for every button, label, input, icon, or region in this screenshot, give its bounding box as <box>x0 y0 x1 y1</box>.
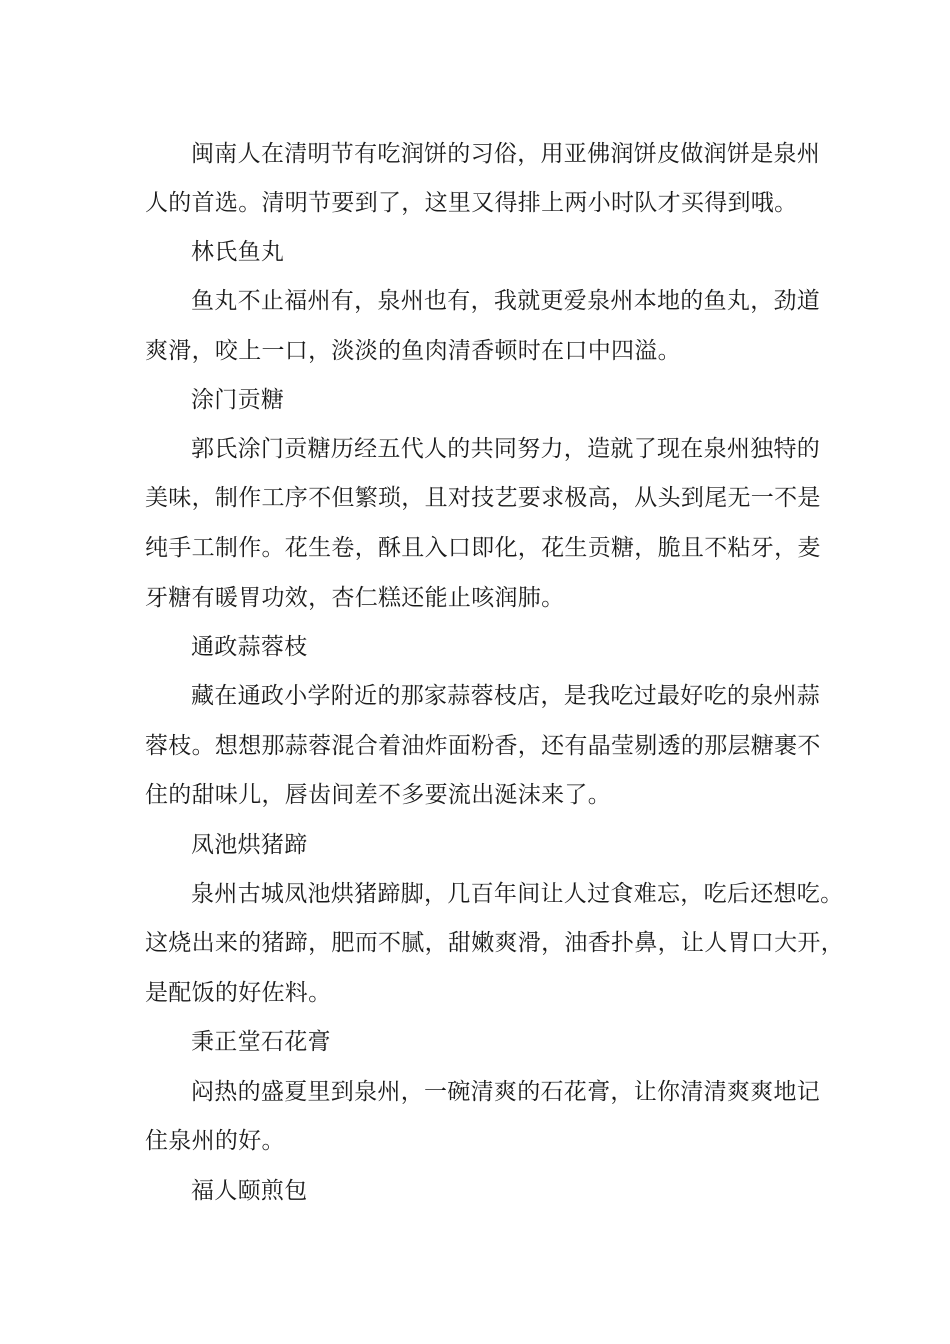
section-heading-bingzhengtang-jelly: 秉正堂石花膏 <box>191 1029 331 1055</box>
section-heading-lin-fish-balls: 林氏鱼丸 <box>191 239 285 265</box>
paragraph-pig-trotters-line-3: 是配饭的好佐料。 <box>145 980 332 1006</box>
paragraph-garlic-sticks-line-3: 住的甜味儿，唇齿间差不多要流出涎沫来了。 <box>145 782 611 808</box>
paragraph-garlic-sticks-line-2: 蓉枝。想想那蒜蓉混合着油炸面粉香，还有晶莹剔透的那层糖裹不 <box>145 733 821 759</box>
paragraph-tumen-candy-line-2: 美味，制作工序不但繁琐，且对技艺要求极高，从头到尾无一不是 <box>145 485 821 511</box>
paragraph-tumen-candy-line-3: 纯手工制作。花生卷，酥且入口即化，花生贡糖，脆且不粘牙，麦 <box>145 535 821 561</box>
paragraph-fish-balls-line-1: 鱼丸不止福州有，泉州也有，我就更爱泉州本地的鱼丸，劲道 <box>191 288 821 314</box>
paragraph-garlic-sticks-line-1: 藏在通政小学附近的那家蒜蓉枝店，是我吃过最好吃的泉州蒜 <box>191 683 821 709</box>
paragraph-tumen-candy-line-4: 牙糖有暖胃功效，杏仁糕还能止咳润肺。 <box>145 585 565 611</box>
paragraph-jelly-line-1: 闷热的盛夏里到泉州，一碗清爽的石花膏，让你清清爽爽地记 <box>191 1079 821 1105</box>
section-heading-fengchi-pig-trotters: 凤池烘猪蹄 <box>191 832 308 858</box>
paragraph-pig-trotters-line-1: 泉州古城凤池烘猪蹄脚，几百年间让人过食难忘，吃后还想吃。 <box>191 881 844 907</box>
paragraph-fish-balls-line-2: 爽滑，咬上一口，淡淡的鱼肉清香顿时在口中四溢。 <box>145 338 681 364</box>
section-heading-tumen-candy: 涂门贡糖 <box>191 387 285 413</box>
paragraph-tumen-candy-line-1: 郭氏涂门贡糖历经五代人的共同努力，造就了现在泉州独特的 <box>191 436 821 462</box>
paragraph-pig-trotters-line-2: 这烧出来的猪蹄，肥而不腻，甜嫩爽滑，油香扑鼻，让人胃口大开， <box>145 930 844 956</box>
section-heading-furenyi-fried-buns: 福人颐煎包 <box>191 1178 308 1204</box>
section-heading-tongzheng-garlic-sticks: 通政蒜蓉枝 <box>191 634 308 660</box>
paragraph-intro-line-1: 闽南人在清明节有吃润饼的习俗，用亚佛润饼皮做润饼是泉州 <box>191 141 821 167</box>
paragraph-intro-line-2: 人的首选。清明节要到了，这里又得排上两小时队才买得到哦。 <box>145 190 798 216</box>
paragraph-jelly-line-2: 住泉州的好。 <box>145 1128 285 1154</box>
